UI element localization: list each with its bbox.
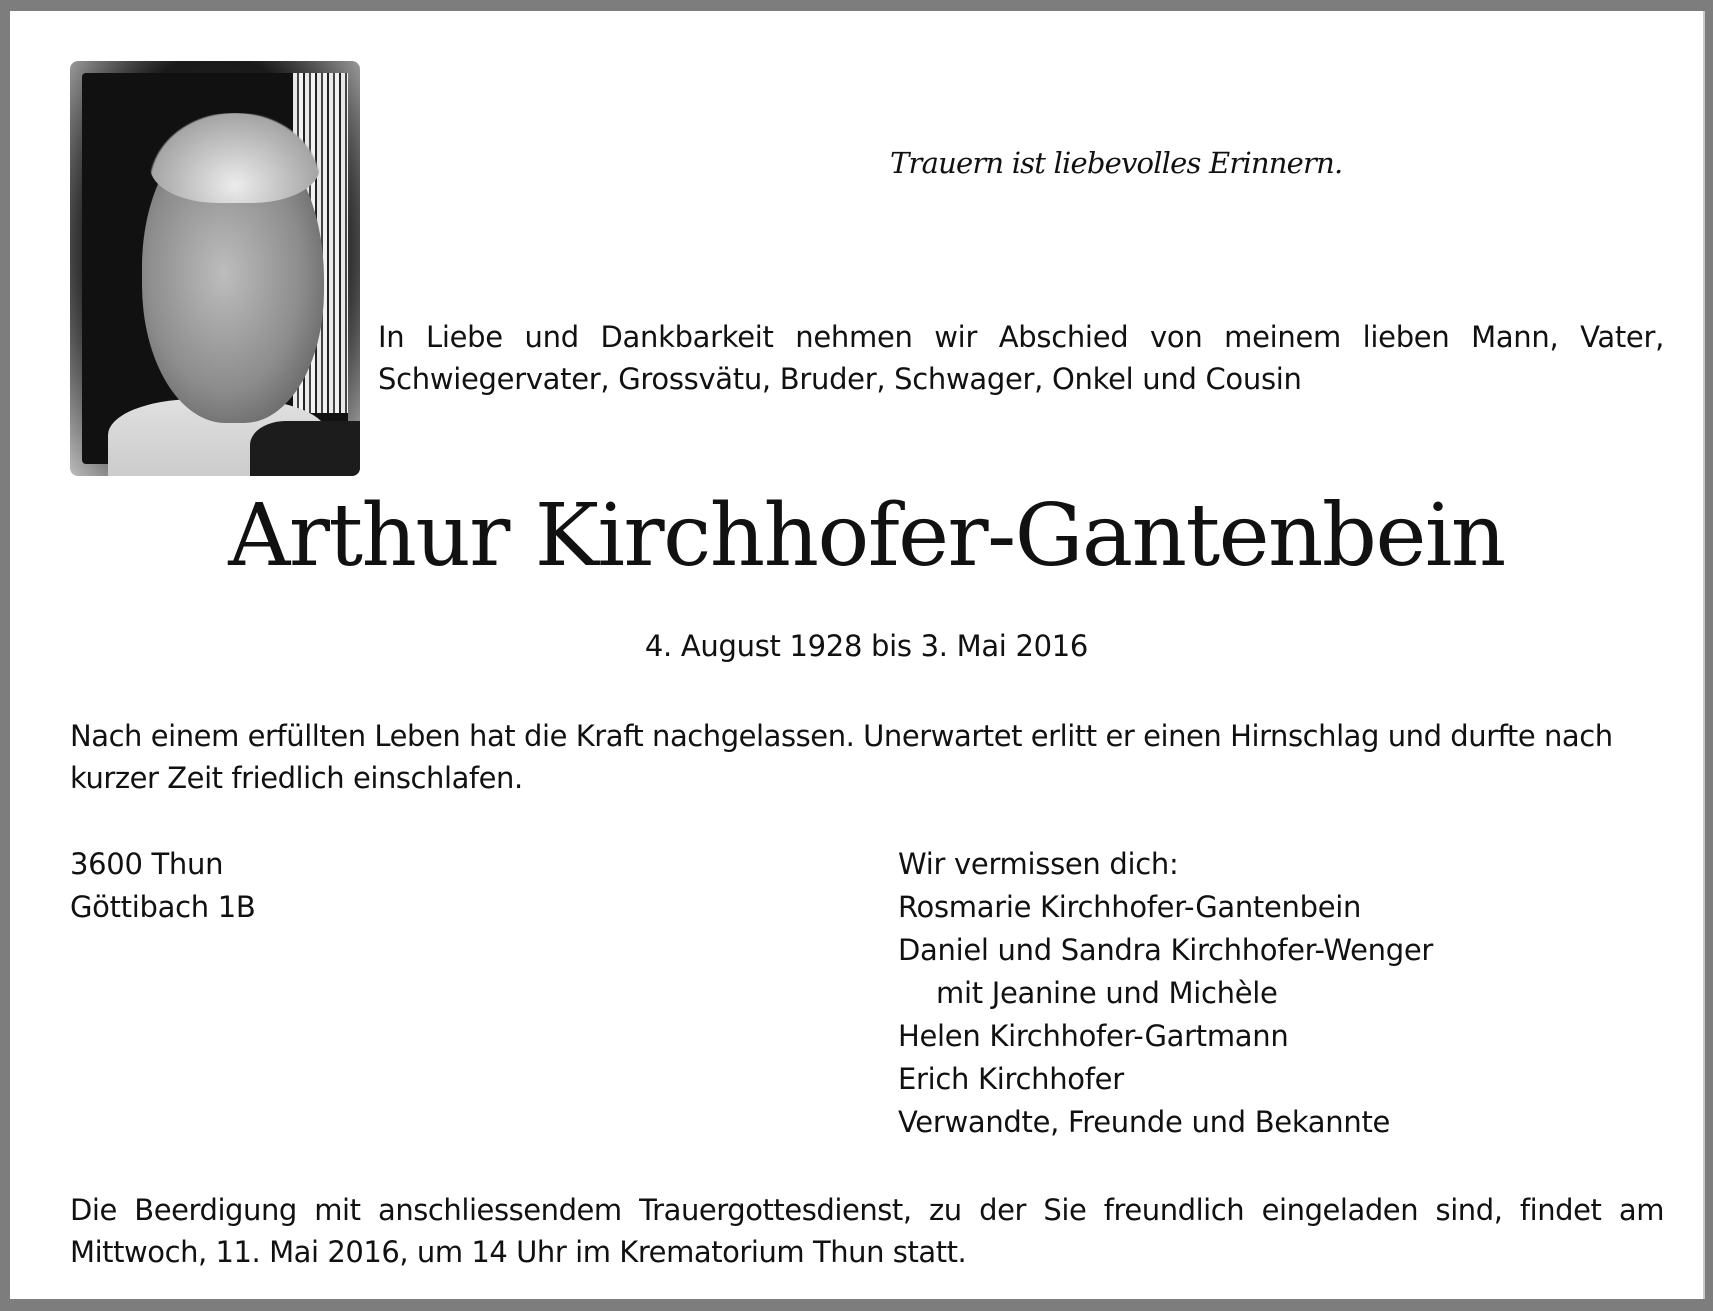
deceased-name: Arthur Kirchhofer-Gantenbein bbox=[228, 486, 1505, 586]
passing-text: Nach einem erfüllten Leben hat die Kraft nachgelassen. Unerwartet erlitt er einen Hirnschlag und durfte nach kurzer Zeit friedlich einschlafen. bbox=[70, 719, 1613, 795]
address-street: Göttibach 1B bbox=[70, 890, 256, 924]
mourners-block bbox=[898, 843, 1433, 1144]
life-dates: 4. August 1928 bis 3. Mai 2016 bbox=[644, 629, 1089, 663]
mourner-name: Verwandte, Freunde und Bekannte bbox=[898, 1105, 1391, 1139]
motto: Trauern ist liebevolles Erinnern. bbox=[890, 146, 1343, 180]
portrait-photo bbox=[70, 61, 360, 476]
mourner-name: Helen Kirchhofer-Gartmann bbox=[898, 1019, 1289, 1053]
mourner-name: Daniel und Sandra Kirchhofer-Wenger bbox=[898, 933, 1434, 967]
address-block bbox=[70, 843, 255, 929]
address-city: 3600 Thun bbox=[70, 847, 224, 881]
obituary-notice bbox=[10, 11, 1705, 1299]
mourner-name: mit Jeanine und Michèle bbox=[936, 976, 1278, 1010]
intro-text: In Liebe und Dankbarkeit nehmen wir Abschied von meinem lieben Mann, Vater, Schwiegervater, Grossvätu, Bruder, Schwager, Onkel und Cousin bbox=[378, 320, 1664, 396]
mourner-name: Erich Kirchhofer bbox=[898, 1062, 1124, 1096]
funeral-notice: Die Beerdigung mit anschliessendem Trauergottesdienst, zu der Sie freundlich eingeladen sind, findet am Mittwoch, 11. Mai 2016, um 14 Uhr im Krematorium Thun statt. bbox=[70, 1193, 1664, 1269]
mourners-heading: Wir vermissen dich: bbox=[898, 847, 1179, 881]
mourner-name: Rosmarie Kirchhofer-Gantenbein bbox=[898, 890, 1362, 924]
